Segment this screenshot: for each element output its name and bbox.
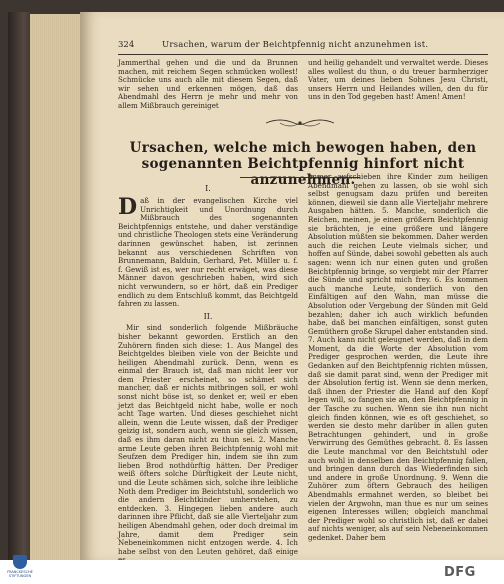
franckesche-stiftungen-logo xyxy=(2,555,38,583)
section-one-text: aß in der evangelischen Kirche viel Unrichtigkeit und Unordnung durch Mißbrauch des sogenannten Beichtpfennigs entstehe, und daher verständige und christliche Theologen stets eine Veränderung darinnen gewünschet haben, ist zerinnen bekannt aus verschiedenen Schriften von Brunnemann, Balduin, Gerhard, Pet. Müller u. f. f. Gewiß ist es, wer nur recht erwäget, was diese Männer davon geschrieben haben, wird sich nicht verwundern, so er hört, daß ein Prediger endlich zu dem Entschluß kommt, das Beichtgeld fahren zu lassen. xyxy=(118,196,298,309)
left-body-column xyxy=(118,194,298,556)
page-number: 324 xyxy=(118,40,135,50)
chapter-title: Ursachen, welche mich bewogen haben, den sogenannten Beichtpfennig hinfort nicht anzunehmen. xyxy=(129,140,477,188)
ornament-divider xyxy=(260,116,340,130)
page-header xyxy=(118,40,488,54)
shield-icon xyxy=(13,555,27,569)
top-right-column xyxy=(308,59,488,114)
right-column-text: immer aufschieben ihre Kinder zum heiligen Abendmahl gehen zu lassen, ob sie wohl sich selbst genugsam dazu prüfen und bereiten können, dieweil sie dann alle Vierteljahr mehrere Ausgaben hätten. 5. Manche, sonderlich die Reichen, meinen, je einen größern Beichtpfennig sie brächten, je eine größere und längere Absolution müßten sie bekommen. Daher werden auch die reichen Leute vielmals sicher, und hoffen auf Sünde, dabei sowohl gebetten als auch sagen: wenn ich nur einen guten und großen Beichtpfennig bringe, so vergiebt mir der Pfarrer die Sünde und spricht mich frey. 6. Es kommen auch manche Leute, sonderlich von den Einfältigen auf den Wahn, man müsse die Absolution oder Vergebung der Sünden mit Geld bezahlen; daher ich auch wirklich befunden habe, daß bei manchen einfältigen, sonst guten Gemüthern große Skrupel daher entstanden sind. 7. Auch kann nicht geleugnet werden, daß in dem Moment, da die Worte der Absolution vom Prediger gesprochen werden, die Leute ihre Gedanken auf den Beichtpfennig richten müssen, daß sie damit parat sind, wenn der Prediger mit der Absolution fertig ist. Wenn sie denn merken, daß ihnen der Priester die Hand auf den Kopf legen will, so fangen sie an, den Beichtpfennig in der Tasche zu suchen. Wenn sie ihn nun nicht gleich finden können, wie es oft geschiehet, so werden sie desto mehr darüber in allen guten Betrachtungen gehindert, und in große Verwirrung des Gemüthes gebracht. 8. Es lassen die Leute manchmal vor den Beichtstuhl oder auch wohl in denselben den Beichtpfennig fallen, und bringen dann durch das Wiederfinden sich und andere in große Unordnung. 9. Wenn die Zuhörer zum öftern Gebrauch des heiligen Abendmahls ermahnet werden, so bleibet bei vielen der Argwohn, man thue es nur um seines eigenen Interesses willen; obgleich manchmal der Prediger wohl so christlich ist, daß er dabei auf nichts weniger, als auf sein Nebeneinkommen gedenket. Daher bem xyxy=(308,172,488,542)
section-one-numeral: I. xyxy=(205,184,211,193)
drop-cap: D xyxy=(118,194,138,220)
header-rule xyxy=(118,54,488,55)
right-body-column xyxy=(308,173,488,551)
top-right-text: und heilig gehandelt und verwaltet werde. Dieses alles wollest du thun, o du treuer barmherziger Vater, um deines lieben Sohnes Jesu Christi, unsers Herrn und Heilandes willen, den du für uns in den Tod gegeben hast! Amen! Amen! xyxy=(308,58,488,102)
section-two-text: Mir sind sonderlich folgende Mißbräuche bisher bekannt geworden. Erstlich an den Zuhörern finden sich diese: 1. Aus Mangel des Beichtgeldes bleiben viele von der Beichte und heiligen Abendmahl zurück. Denn, wenn es einmal der Brauch ist, daß man nicht leer vor dem Priester erscheinet, so schämet sich mancher, daß er nichts mitbringen soll, er wohl sonst nicht böse ist, so denket er, weil er eben jetzt das Beichtgeld nicht habe, wolle er noch acht Tage warten. Und dieses geschiehet nicht allein, wenn die Leute wissen, daß der Prediger geizig ist, sondern auch, wenn sie gleich wissen, daß es ihm daran nicht zu thun sei. 2. Manche arme Leute geben ihren Beichtpfennig wohl mit Seufzen dem Prediger hin, indem sie ihn zum lieben Brod nothdürftig hätten. Der Prediger weiß öfters solche Dürftigkeit der Leute nicht, und die Leute schämen sich, solche ihre leibliche Noth dem Prediger im Beichtstuhl, sonderlich wo die andern Beichtkinder umherstehen, zu entdecken. 3. Hingegen lieben andere auch darinnen ihre Pflicht, daß sie alle Vierteljahr zum heiligen Abendmahl gehen, oder doch dreimal im Jahre, damit dem Prediger sein Nebeneinkommen nicht entzogen werde. 4. Ich habe selbst von den Leuten gehöret, daß einige xyxy=(118,323,298,556)
left-logo-text: FRANCKESCHE STIFTUNGEN xyxy=(7,570,33,578)
book-page xyxy=(80,12,504,560)
footer-strip xyxy=(0,560,504,584)
section-two-numeral: II. xyxy=(203,311,213,321)
top-left-column xyxy=(118,59,298,114)
section-one-paragraph xyxy=(118,194,298,309)
dfg-logo: DFG xyxy=(444,565,476,580)
top-left-text: Jammerthal gehen und die und da Brunnen machen, mit reichem Segen schmücken wollest! Schmücke uns auch alle mit diesem Segen, daß wir sehen und erkennen mögen, daß das Abendmahl des Herrn je mehr und mehr von allem Mißbrauch gereiniget xyxy=(118,58,298,110)
running-title: Ursachen, warum der Beichtpfennig nicht anzunehmen ist. xyxy=(162,40,429,50)
